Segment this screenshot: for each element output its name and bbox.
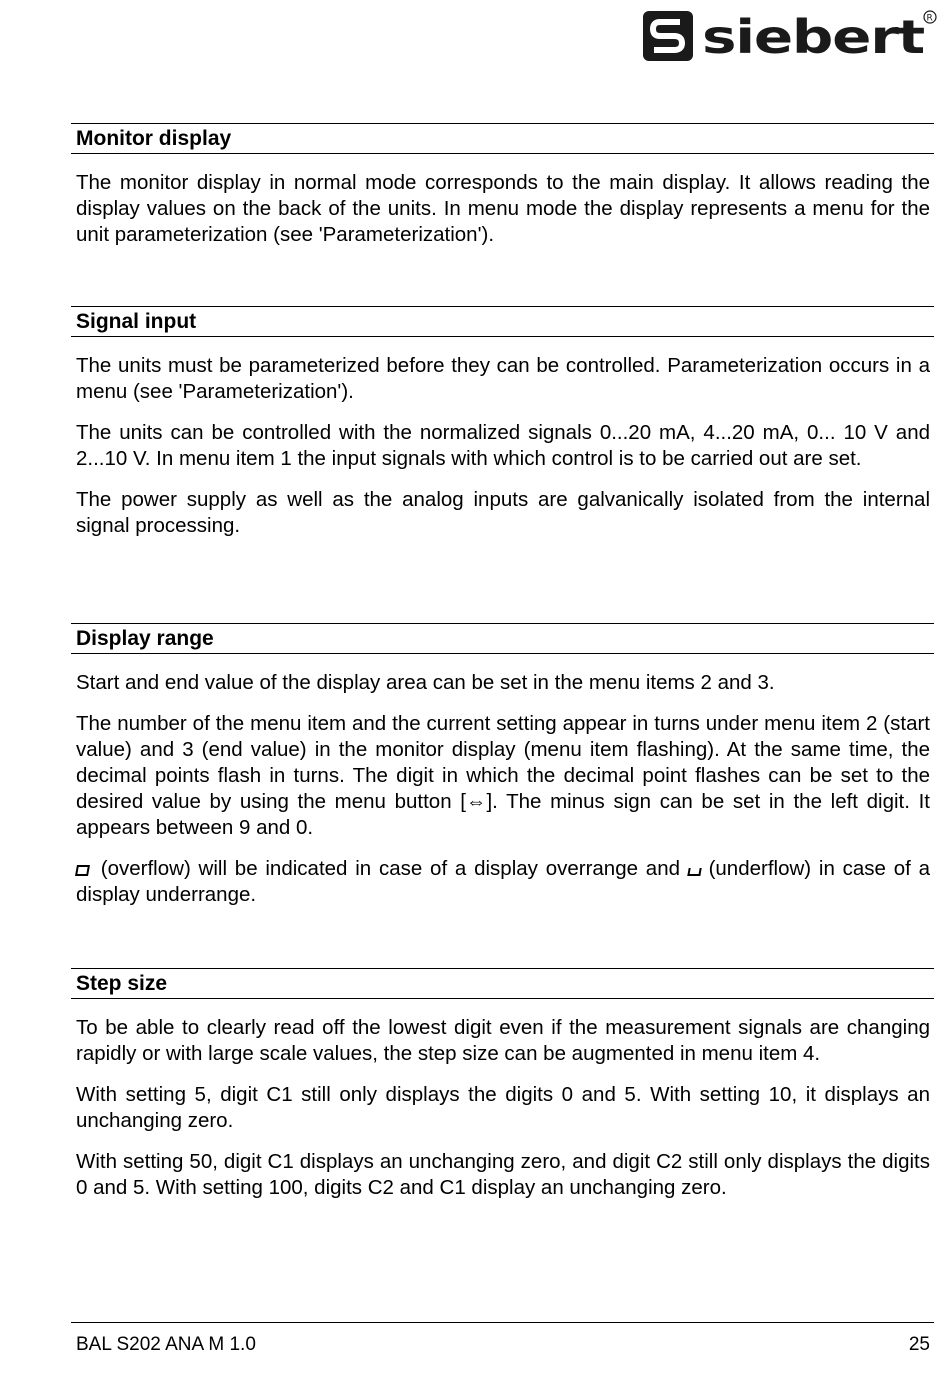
- paragraph: To be able to clearly read off the lowest digit even if the measurement signals are changing rapidly or with large scale values, the step size can be augmented in menu item 4.: [76, 1016, 930, 1065]
- section-title: Display range: [76, 626, 214, 650]
- overflow-symbol-icon: [75, 865, 90, 876]
- section-header: [71, 306, 934, 337]
- page-footer: [71, 1322, 934, 1356]
- paragraph: The power supply as well as the analog inputs are galvanically isolated from the internal signal processing.: [76, 488, 930, 537]
- section-title: Signal input: [76, 309, 197, 333]
- section-body: [71, 1015, 930, 1201]
- section-header: [71, 623, 934, 654]
- svg-text:R: R: [926, 13, 933, 24]
- section-header: [71, 968, 934, 999]
- section-title: Step size: [76, 971, 168, 995]
- section-header: [71, 123, 934, 154]
- siebert-logo-graphic: [640, 8, 938, 66]
- page-number: 25: [908, 1334, 930, 1355]
- underflow-text: (underflow) in case of a display underrange.: [76, 857, 930, 906]
- paragraph: The monitor display in normal mode corresponds to the main display. It allows reading the display values on the back of the units. In menu mode the display represents a menu for the unit parameterization (see 'Parameterization').: [76, 171, 930, 246]
- overflow-paragraph: [76, 856, 930, 908]
- paragraph: Start and end value of the display area can be set in the menu items 2 and 3.: [76, 671, 775, 694]
- section-monitor-display: [71, 123, 934, 248]
- svg-text:siebert: siebert: [702, 10, 925, 64]
- overflow-text: (overflow) will be indicated in case of a display overrange and: [100, 857, 680, 880]
- paragraph: With setting 50, digit C1 displays an unchanging zero, and digit C2 still only displays the digits 0 and 5. With setting 100, digits C2 and C1 display an unchanging zero.: [76, 1150, 930, 1199]
- section-step-size: [71, 968, 934, 1201]
- underflow-symbol-icon: [687, 868, 701, 876]
- section-title: Monitor display: [76, 126, 232, 150]
- section-display-range: [71, 623, 934, 908]
- paragraph: The units must be parameterized before they can be controlled. Parameterization occurs in a menu (see 'Parameterization').: [76, 354, 930, 403]
- section-body: [71, 170, 930, 248]
- section-signal-input: [71, 306, 934, 539]
- paragraph: The units can be controlled with the normalized signals 0...20 mA, 4...20 mA, 0... 10 V and 2...10 V. In menu item 1 the input signals with which control is to be carried out are set.: [76, 421, 930, 470]
- section-body: [71, 353, 930, 539]
- document-id: BAL S202 ANA M 1.0: [76, 1334, 256, 1355]
- section-body: [71, 670, 930, 908]
- paragraph: With setting 5, digit C1 still only displays the digits 0 and 5. With setting 10, it displays an unchanging zero.: [76, 1083, 930, 1132]
- siebert-logo: [640, 8, 938, 66]
- paragraph: The number of the menu item and the current setting appear in turns under menu item 2 (start value) and 3 (end value) in the monitor display (menu item flashing). At the same time, the decimal points flash in turns. The digit in which the decimal point flashes can be set to the desired value by using the menu button [⇔]. The minus sign can be set in the left digit. It appears between 9 and 0.: [76, 712, 930, 839]
